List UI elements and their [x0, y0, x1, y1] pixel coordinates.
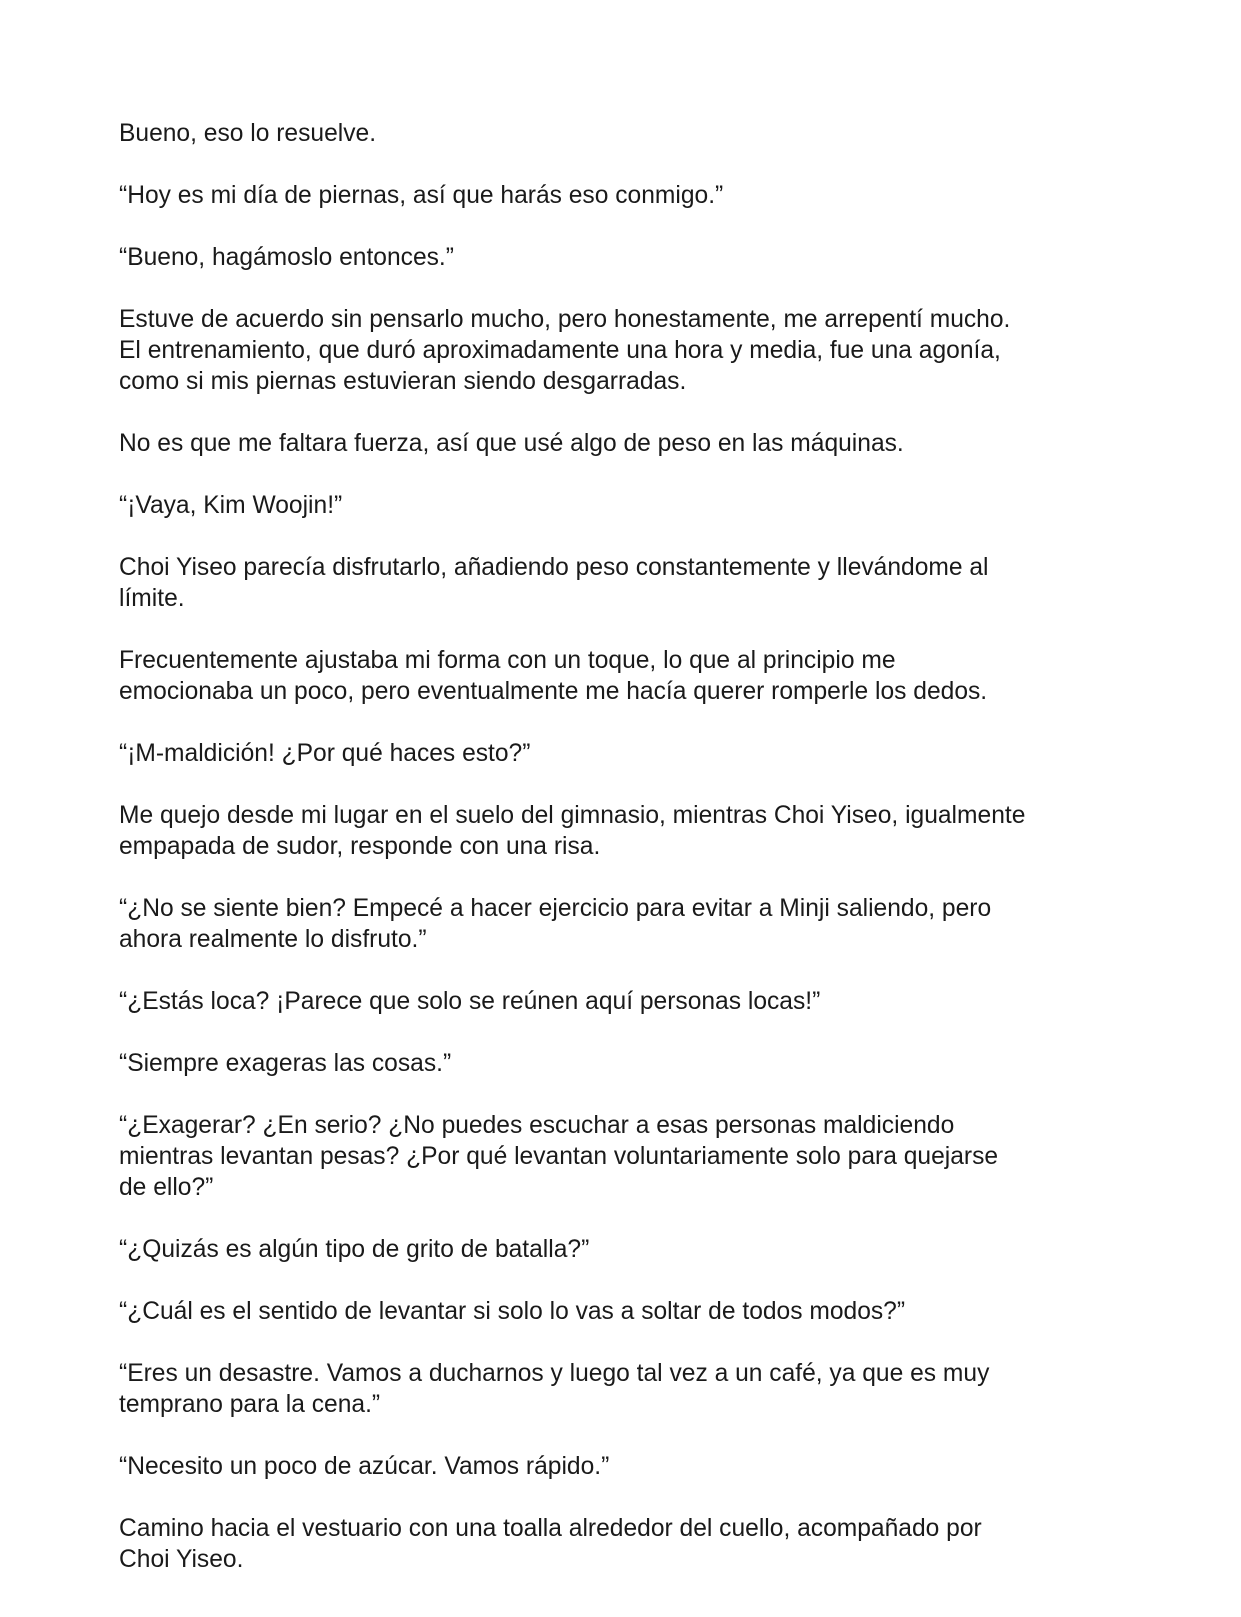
paragraph: No es que me faltara fuerza, así que usé algo de peso en las máquinas.	[119, 430, 904, 457]
paragraph: “¿Quizás es algún tipo de grito de batalla?”	[119, 1236, 590, 1263]
paragraph: “Hoy es mi día de piernas, así que harás eso conmigo.”	[119, 182, 724, 209]
paragraph: Me quejo desde mi lugar en el suelo del gimnasio, mientras Choi Yiseo, igualmente empapada de sudor, responde con una risa.	[119, 802, 1026, 860]
paragraph: “¿Exagerar? ¿En serio? ¿No puedes escuchar a esas personas maldiciendo mientras levantan pesas? ¿Por qué levantan voluntariamente solo para quejarse de ello?”	[119, 1112, 999, 1201]
paragraph: “Bueno, hagámoslo entonces.”	[119, 244, 454, 271]
paragraph: “Siempre exageras las cosas.”	[119, 1050, 452, 1077]
paragraph: Choi Yiseo parecía disfrutarlo, añadiendo peso constantemente y llevándome al límite.	[119, 554, 989, 612]
paragraph: Camino hacia el vestuario con una toalla alrededor del cuello, acompañado por Choi Yiseo.	[119, 1515, 982, 1573]
paragraph: “¡Vaya, Kim Woojin!”	[119, 492, 343, 519]
paragraph: “¿No se siente bien? Empecé a hacer ejercicio para evitar a Minji saliendo, pero ahora realmente lo disfruto.”	[119, 895, 992, 953]
paragraph: “¡M-maldición! ¿Por qué haces esto?”	[119, 740, 531, 767]
paragraph: “Necesito un poco de azúcar. Vamos rápido.”	[119, 1453, 610, 1480]
document-body	[119, 118, 1129, 1606]
paragraph: Estuve de acuerdo sin pensarlo mucho, pero honestamente, me arrepentí mucho. El entrenamiento, que duró aproximadamente una hora y media, fue una agonía, como si mis piernas estuvieran siendo desgarradas.	[119, 306, 1011, 395]
paragraph: “¿Estás loca? ¡Parece que solo se reúnen aquí personas locas!”	[119, 988, 821, 1015]
paragraph: “Eres un desastre. Vamos a ducharnos y luego tal vez a un café, ya que es muy temprano para la cena.”	[119, 1360, 990, 1418]
paragraph: “¿Cuál es el sentido de levantar si solo lo vas a soltar de todos modos?”	[119, 1298, 906, 1325]
paragraph: Frecuentemente ajustaba mi forma con un toque, lo que al principio me emocionaba un poco, pero eventualmente me hacía querer romperle los dedos.	[119, 647, 988, 705]
paragraph: Bueno, eso lo resuelve.	[119, 120, 377, 147]
